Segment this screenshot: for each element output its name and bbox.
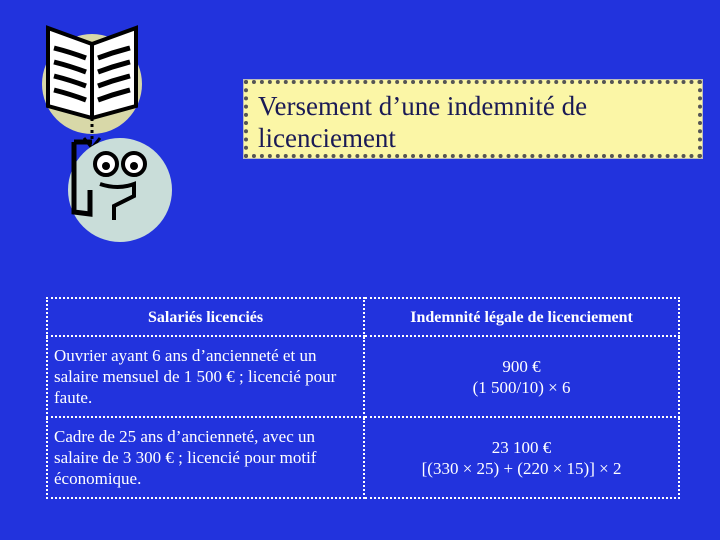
severance-formula: [(330 × 25) + (220 × 15)] × 2 — [421, 458, 622, 478]
thinking-face-icon — [68, 138, 172, 242]
table-header-row — [47, 298, 679, 336]
row-severance — [364, 336, 679, 417]
row-severance — [364, 417, 679, 498]
column-header-severance: Indemnité légale de licenciement — [364, 298, 679, 336]
book-face-clipart — [30, 14, 180, 244]
row-description: Ouvrier ayant 6 ans d’ancienneté et un salaire mensuel de 1 500 € ; licencié pour faute. — [47, 336, 364, 417]
severance-amount: 900 € — [502, 356, 541, 376]
severance-amount: 23 100 € — [491, 437, 552, 457]
column-header-employees: Salariés licenciés — [47, 298, 364, 336]
severance-formula: (1 500/10) × 6 — [472, 377, 571, 397]
table-row — [47, 336, 679, 417]
slide-title: Versement d’une indemnité de licenciement — [244, 80, 702, 158]
row-description: Cadre de 25 ans d’ancienneté, avec un salaire de 3 300 € ; licencié pour motif économique. — [47, 417, 364, 498]
severance-table — [46, 297, 680, 499]
table-row — [47, 417, 679, 498]
